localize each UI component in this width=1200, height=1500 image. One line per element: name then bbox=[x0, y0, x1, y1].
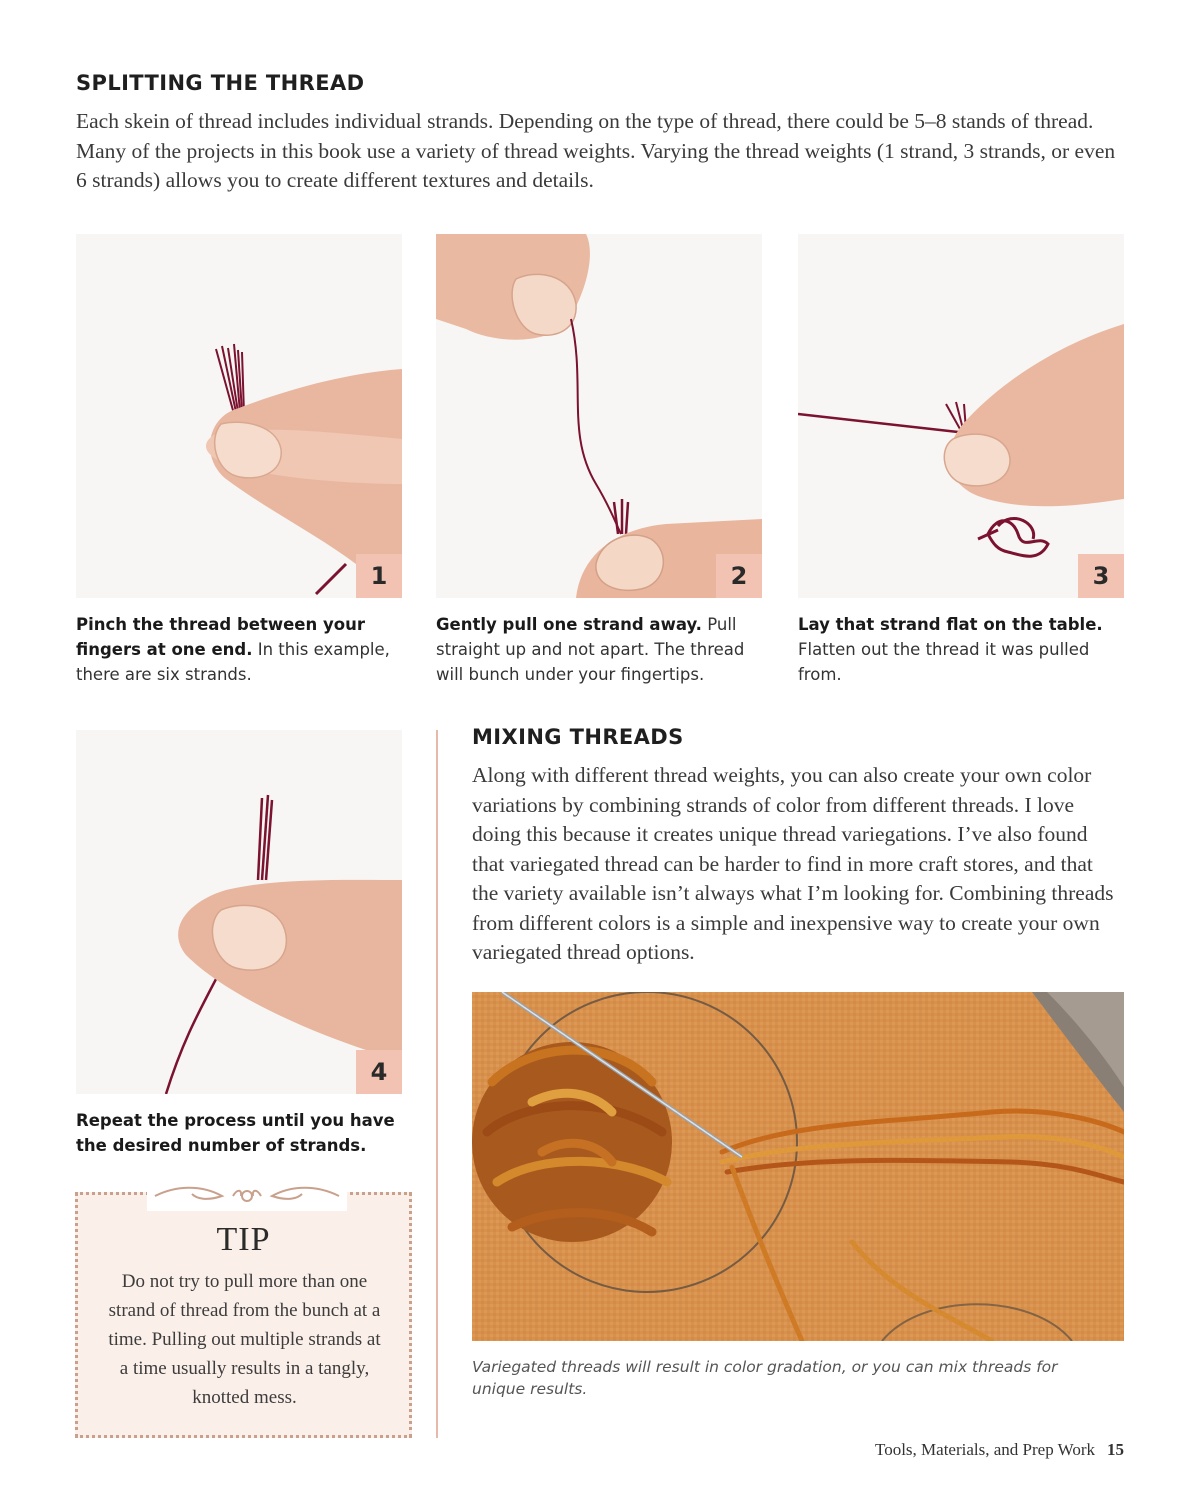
intro-paragraph: Each skein of thread includes individual strands. Depending on the type of thread, there could be 5–8 stands of thread. Many of the projects in this book use a variety of thread weights. Varying the thread weights (1 strand, 3 strands, or even 6 strands) allows you to create different textures and details. bbox=[76, 109, 1116, 192]
step-2-caption-bold: Gently pull one strand away. bbox=[436, 615, 702, 634]
step-4-caption bbox=[76, 1108, 406, 1158]
mixing-paragraph: Along with different thread weights, you can also create your own color variations by combining strands of color from different threads. I love doing this because it creates unique thread variegations. I’ve also found that variegated thread can be harder to find in more craft stores, and that the variety available isn’t always what I’m looking for. Combining threads from different colors is a simple and inexpensive way to create your own variegated thread options. bbox=[472, 763, 1114, 964]
tip-box bbox=[75, 1192, 412, 1438]
step-1-caption bbox=[76, 612, 406, 687]
step-3-caption-text: Flatten out the thread it was pulled from. bbox=[798, 640, 1090, 684]
page-footer bbox=[875, 1440, 1124, 1460]
footer-section: Tools, Materials, and Prep Work bbox=[875, 1440, 1095, 1459]
step-3-caption-bold: Lay that strand flat on the table. bbox=[798, 615, 1103, 634]
step-3-caption bbox=[798, 612, 1118, 687]
step-2-caption bbox=[436, 612, 771, 687]
tip-title: TIP bbox=[216, 1221, 271, 1258]
step-1-caption-bold: Pinch the thread between your fingers at one end. bbox=[76, 615, 365, 659]
step-number-badge: 1 bbox=[356, 554, 402, 598]
step-4-caption-bold: Repeat the process until you have the desired number of strands. bbox=[76, 1111, 395, 1155]
page-number: 15 bbox=[1107, 1440, 1124, 1459]
flourish-ornament bbox=[147, 1181, 347, 1211]
section-heading-splitting: SPLITTING THE THREAD bbox=[76, 71, 365, 95]
step-2-caption-text: Pull straight up and not apart. The thread will bunch under your fingertips. bbox=[436, 615, 745, 684]
step-number-badge: 2 bbox=[716, 554, 762, 598]
step-2-photo bbox=[436, 234, 762, 598]
step-1-photo bbox=[76, 234, 402, 598]
step-3-photo bbox=[798, 234, 1124, 598]
step-number-badge: 3 bbox=[1078, 554, 1124, 598]
photo-caption: Variegated threads will result in color gradation, or you can mix threads for unique results. bbox=[472, 1358, 1058, 1398]
column-divider bbox=[436, 730, 438, 1438]
tip-body: Do not try to pull more than one strand of thread from the bunch at a time. Pulling out multiple strands at a time usually results in a tangly, knotted mess. bbox=[108, 1271, 381, 1408]
step-1-caption-text: In this example, there are six strands. bbox=[76, 640, 390, 684]
step-number-badge: 4 bbox=[356, 1050, 402, 1094]
step-4-photo bbox=[76, 730, 402, 1094]
variegated-thread-photo bbox=[472, 992, 1124, 1341]
section-heading-mixing: MIXING THREADS bbox=[472, 725, 684, 749]
